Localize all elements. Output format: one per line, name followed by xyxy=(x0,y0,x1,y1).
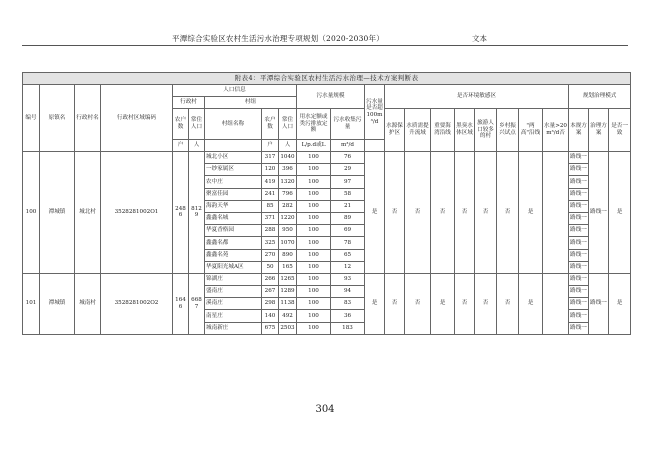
cell-village: 城南村 xyxy=(75,273,101,334)
cell-code: 3528281002O2 xyxy=(101,273,173,334)
cell-tourism: 否 xyxy=(475,273,497,334)
cell-group-households: 140 xyxy=(262,310,279,322)
header-divider xyxy=(22,45,628,46)
cell-group-households: 419 xyxy=(262,176,279,188)
cell-group-households: 325 xyxy=(262,237,279,249)
cell-this-plan: 路线一 xyxy=(569,188,589,200)
cell-liang-gao: 是 xyxy=(519,152,543,274)
cell-group-households: 85 xyxy=(262,200,279,212)
table-row xyxy=(23,152,631,164)
page-number: 304 xyxy=(315,404,335,415)
col-tourism: 旅游人口较多的村 xyxy=(475,109,497,152)
cell-consistent: 是 xyxy=(609,273,631,334)
col-env-sensitive: 是否环境敏感区 xyxy=(385,85,569,109)
col-town: 原镇名 xyxy=(40,85,75,152)
cell-group-residents: 1320 xyxy=(279,176,297,188)
cell-over-100: 是 xyxy=(365,152,385,274)
cell-this-plan: 路线一 xyxy=(569,176,589,188)
document-header-label: 文本 xyxy=(472,34,487,43)
cell-this-plan: 路线一 xyxy=(569,310,589,322)
cell-group-name: 海韵天华 xyxy=(205,200,262,212)
cell-treat-plan: 路线一 xyxy=(589,273,609,334)
col-admin-sub: 行政村 xyxy=(173,97,205,109)
col-water-protect: 水源保护区 xyxy=(385,109,405,152)
cell-residents: 6687 xyxy=(189,273,205,334)
col-over-100: 污水量是否超100m³/d xyxy=(365,85,385,140)
cell-this-plan: 路线一 xyxy=(569,273,589,285)
cell-quota: 100 xyxy=(297,200,331,212)
cell-sewage: 78 xyxy=(331,237,365,249)
col-consistent: 是否一致 xyxy=(609,109,631,152)
cell-sewage: 97 xyxy=(331,176,365,188)
cell-group-residents: 1070 xyxy=(279,237,297,249)
col-water-scale: 污水量规模 xyxy=(297,85,365,109)
cell-liang-gao: 是 xyxy=(519,273,543,334)
cell-group-name: 鑫鑫名都 xyxy=(205,237,262,249)
cell-group-name: 溪南庄 xyxy=(205,298,262,310)
table-caption: 附表4：平潭综合实验区农村生活污水治理—技术方案判断表 xyxy=(23,73,631,85)
cell-group-households: 298 xyxy=(262,298,279,310)
cell-group-name: 南星庄 xyxy=(205,310,262,322)
cell-group-residents: 2503 xyxy=(279,322,297,334)
cell-sewage: 89 xyxy=(331,212,365,224)
cell-households: 1646 xyxy=(173,273,189,334)
cell-quota: 100 xyxy=(297,212,331,224)
cell-quota: 100 xyxy=(297,188,331,200)
table-row xyxy=(23,273,631,285)
cell-group-households: 270 xyxy=(262,249,279,261)
cell-this-plan: 路线一 xyxy=(569,322,589,334)
cell-group-residents: 396 xyxy=(279,164,297,176)
cell-heavy-polluted: 否 xyxy=(431,152,455,274)
cell-sewage: 58 xyxy=(331,188,365,200)
col-residents: 常住人口 xyxy=(189,109,205,140)
cell-group-name: 一纱家属区 xyxy=(205,164,262,176)
col-group-residents: 常住人口 xyxy=(279,109,297,140)
cell-treat-plan: 路线一 xyxy=(589,152,609,274)
cell-group-name: 鑫鑫名苑 xyxy=(205,249,262,261)
cell-black-odor: 否 xyxy=(455,152,475,274)
cell-group-households: 267 xyxy=(262,286,279,298)
col-this-plan: 本规方案 xyxy=(569,109,589,152)
cell-group-name: 城南新庄 xyxy=(205,322,262,334)
cell-this-plan: 路线一 xyxy=(569,298,589,310)
unit-group-households: 户 xyxy=(262,140,279,152)
col-group-households: 农户数 xyxy=(262,109,279,140)
unit-quota: L/p.d或L xyxy=(297,140,331,152)
col-population-info: 人口信息 xyxy=(173,85,297,97)
cell-group-households: 317 xyxy=(262,152,279,164)
cell-town: 潭城镇 xyxy=(40,152,75,274)
col-treat-plan: 治理方案 xyxy=(589,109,609,152)
cell-quota: 100 xyxy=(297,249,331,261)
cell-quota: 100 xyxy=(297,261,331,273)
cell-group-residents: 1265 xyxy=(279,273,297,285)
cell-this-plan: 路线一 xyxy=(569,249,589,261)
cell-group-residents: 492 xyxy=(279,310,297,322)
cell-over-20 xyxy=(543,273,569,334)
unit-residents: 人 xyxy=(189,140,205,152)
col-daily-sewage: 污水收集污量 xyxy=(331,109,365,140)
cell-sewage: 69 xyxy=(331,225,365,237)
cell-sewage: 94 xyxy=(331,286,365,298)
cell-this-plan: 路线一 xyxy=(569,164,589,176)
col-code: 行政村区域编码 xyxy=(101,85,173,152)
cell-sewage: 76 xyxy=(331,152,365,164)
cell-over-20 xyxy=(543,152,569,274)
cell-group-name: 鑫鑫名城 xyxy=(205,212,262,224)
cell-this-plan: 路线一 xyxy=(569,237,589,249)
cell-group-residents: 1040 xyxy=(279,152,297,164)
cell-group-households: 50 xyxy=(262,261,279,273)
cell-over-100: 是 xyxy=(365,273,385,334)
unit-blank xyxy=(205,140,262,152)
cell-this-plan: 路线一 xyxy=(569,261,589,273)
cell-group-name: 城北小区 xyxy=(205,152,262,164)
col-model: 规划治理模式 xyxy=(569,85,631,109)
cell-quota: 100 xyxy=(297,164,331,176)
cell-this-plan: 路线一 xyxy=(569,286,589,298)
cell-sewage: 36 xyxy=(331,310,365,322)
cell-households: 2486 xyxy=(173,152,189,274)
col-over-20: 水量>20m³/d否 xyxy=(543,109,569,152)
cell-black-odor: 否 xyxy=(455,273,475,334)
table-body xyxy=(23,152,631,335)
cell-heavy-polluted: 是 xyxy=(431,273,455,334)
cell-quota: 100 xyxy=(297,298,331,310)
cell-rural-revital: 否 xyxy=(497,273,519,334)
cell-group-households: 241 xyxy=(262,188,279,200)
cell-group-residents: 796 xyxy=(279,188,297,200)
cell-water-quality: 否 xyxy=(405,152,431,274)
cell-group-name: 农中庄 xyxy=(205,176,262,188)
cell-group-residents: 165 xyxy=(279,261,297,273)
cell-group-residents: 950 xyxy=(279,225,297,237)
cell-group-residents: 1289 xyxy=(279,286,297,298)
cell-this-plan: 路线一 xyxy=(569,152,589,164)
cell-quota: 100 xyxy=(297,310,331,322)
col-rural-revital: 乡村振兴试点 xyxy=(497,109,519,152)
cell-no: 100 xyxy=(23,152,40,274)
cell-group-households: 675 xyxy=(262,322,279,334)
cell-group-name: 华夏阳光城A区 xyxy=(205,261,262,273)
cell-group-name: 锦湖庄 xyxy=(205,273,262,285)
cell-group-households: 266 xyxy=(262,273,279,285)
cell-sewage: 83 xyxy=(331,298,365,310)
cell-quota: 100 xyxy=(297,286,331,298)
cell-rural-revital: 否 xyxy=(497,152,519,274)
col-heavy-polluted: 重要海湾沿线 xyxy=(431,109,455,152)
unit-over100-blank xyxy=(365,140,385,152)
cell-group-households: 120 xyxy=(262,164,279,176)
cell-water-quality: 否 xyxy=(405,273,431,334)
cell-code: 3528281002O1 xyxy=(101,152,173,274)
cell-group-households: 288 xyxy=(262,225,279,237)
cell-sewage: 183 xyxy=(331,322,365,334)
cell-quota: 100 xyxy=(297,176,331,188)
col-no: 编号 xyxy=(23,85,40,152)
cell-this-plan: 路线一 xyxy=(569,225,589,237)
cell-group-residents: 1220 xyxy=(279,212,297,224)
cell-quota: 100 xyxy=(297,273,331,285)
cell-this-plan: 路线一 xyxy=(569,212,589,224)
cell-residents: 8129 xyxy=(189,152,205,274)
cell-quota: 100 xyxy=(297,322,331,334)
col-water-quality: 水质需提升流域 xyxy=(405,109,431,152)
cell-group-residents: 1138 xyxy=(279,298,297,310)
cell-consistent: 是 xyxy=(609,152,631,274)
cell-no: 101 xyxy=(23,273,40,334)
cell-town: 潭城镇 xyxy=(40,273,75,334)
cell-group-name: 华夏香格园 xyxy=(205,225,262,237)
cell-group-households: 371 xyxy=(262,212,279,224)
cell-quota: 100 xyxy=(297,237,331,249)
unit-group-residents: 人 xyxy=(279,140,297,152)
cell-village: 城北村 xyxy=(75,152,101,274)
col-group-name: 村组名称 xyxy=(205,109,262,140)
cell-quota: 100 xyxy=(297,152,331,164)
col-admin-village: 行政村名 xyxy=(75,85,101,152)
document-header-title: 平潭综合实验区农村生活污水治理专项规划（2020-2030年） xyxy=(172,34,384,43)
col-liang-gao: "两高"沿线 xyxy=(519,109,543,152)
cell-tourism: 否 xyxy=(475,152,497,274)
unit-sewage: m³/d xyxy=(331,140,365,152)
cell-sewage: 29 xyxy=(331,164,365,176)
col-quota: 用水定额或类污排放定额 xyxy=(297,109,331,140)
cell-sewage: 12 xyxy=(331,261,365,273)
cell-group-name: 聚富佳园 xyxy=(205,188,262,200)
col-black-odor: 黑臭水体区域 xyxy=(455,109,475,152)
cell-sewage: 21 xyxy=(331,200,365,212)
cell-group-name: 盛南庄 xyxy=(205,286,262,298)
cell-sewage: 65 xyxy=(331,249,365,261)
technical-plan-table xyxy=(22,72,631,335)
cell-water-protect: 否 xyxy=(385,152,405,274)
col-group-sub: 村组 xyxy=(205,97,297,109)
cell-sewage: 93 xyxy=(331,273,365,285)
col-households: 农户数 xyxy=(173,109,189,140)
cell-this-plan: 路线一 xyxy=(569,200,589,212)
cell-group-residents: 890 xyxy=(279,249,297,261)
unit-households: 户 xyxy=(173,140,189,152)
cell-water-protect: 否 xyxy=(385,273,405,334)
cell-group-residents: 282 xyxy=(279,200,297,212)
cell-quota: 100 xyxy=(297,225,331,237)
